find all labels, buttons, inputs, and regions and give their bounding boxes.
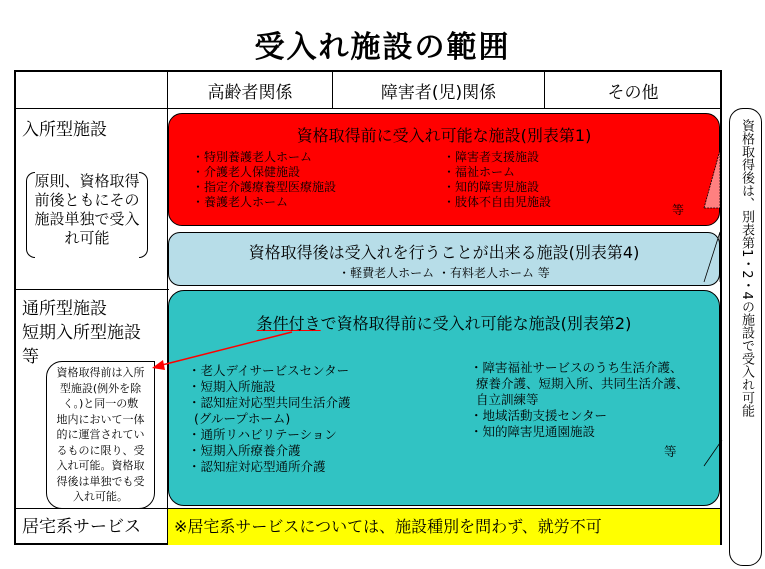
teal-left-item: (グループホーム) bbox=[194, 411, 291, 426]
page-title: 受入れ施設の範囲 bbox=[254, 30, 511, 65]
row-label-outpatient-2: 短期入所型施設 bbox=[22, 323, 141, 343]
callout-arrow-head bbox=[152, 360, 165, 370]
blue-box-title: 資格取得後は受入れを行うことが出来る施設(別表第4) bbox=[248, 243, 640, 262]
row-label-outpatient-3: 等 bbox=[22, 347, 39, 367]
blue-box-items: ・軽費老人ホーム ・有料老人ホーム 等 bbox=[338, 266, 550, 280]
teal-box-etc: 等 bbox=[664, 444, 677, 459]
red-right-item: ・福祉ホーム bbox=[443, 165, 516, 179]
header-elderly: 高齢者関係 bbox=[207, 83, 293, 103]
side-pointer-teal bbox=[704, 440, 722, 466]
red-right-item: ・肢体不自由児施設 bbox=[443, 195, 552, 209]
header-other: その他 bbox=[607, 83, 659, 103]
row-label-residential: 入所型施設 bbox=[22, 120, 107, 140]
teal-box-title-rest: で資格取得前に受入れ可能な施設(別表第2) bbox=[320, 314, 632, 333]
callout-line: るものに限り、受 bbox=[56, 443, 145, 457]
teal-right-item: ・障害福祉サービスのうち生活介護、 bbox=[470, 360, 683, 375]
callout-line: 入れ可能。 bbox=[73, 490, 128, 503]
teal-left-item: ・通所リハビリテーション bbox=[188, 427, 337, 442]
callout-line: 地内において一体 bbox=[56, 412, 145, 426]
teal-left-item: ・短期入所施設 bbox=[188, 379, 276, 394]
callout-line: 入れ可能。資格取 bbox=[56, 459, 145, 472]
teal-right-item: ・知的障害児通園施設 bbox=[470, 424, 596, 439]
callout-line: く。)と同一の敷 bbox=[62, 397, 139, 410]
teal-right-item: 療養介護、短期入所、共同生活介護、 bbox=[476, 376, 689, 391]
red-left-item: ・指定介護療養型医療施設 bbox=[192, 180, 337, 194]
teal-right-item: 自立訓練等 bbox=[476, 392, 539, 407]
callout-line: 型施設(例外を除 bbox=[59, 381, 142, 395]
red-box-title: 資格取得前に受入れ可能な施設(別表第1) bbox=[296, 126, 592, 145]
side-pointer-blue bbox=[704, 232, 720, 282]
home-service-note: ※居宅系サービスについては、施設種別を問わず、就労不可 bbox=[174, 517, 602, 536]
residential-note-text: 原則、資格取得前後ともにその施設単独で受入れ可能 bbox=[34, 172, 140, 247]
teal-right-item: ・地域活動支援センター bbox=[470, 408, 608, 423]
teal-left-item: ・老人デイサービスセンター bbox=[188, 363, 350, 378]
conditional-label: 条件付き bbox=[256, 314, 321, 333]
row-label-home: 居宅系サービス bbox=[22, 517, 141, 537]
red-left-item: ・特別養護老人ホーム bbox=[192, 150, 313, 164]
teal-left-item: ・認知症対応型通所介護 bbox=[188, 459, 326, 474]
red-left-item: ・介護老人保健施設 bbox=[192, 165, 301, 179]
side-pointer-red bbox=[704, 150, 720, 208]
teal-left-item: ・短期入所療養介護 bbox=[188, 443, 301, 458]
callout-arrow-line bbox=[162, 332, 292, 365]
red-box-etc: 等 bbox=[672, 203, 685, 217]
red-right-item: ・知的障害児施設 bbox=[443, 180, 540, 194]
header-disabled: 障害者(児)関係 bbox=[380, 83, 497, 103]
red-left-item: ・養護老人ホーム bbox=[192, 195, 289, 209]
red-right-item: ・障害者支援施設 bbox=[443, 150, 540, 164]
side-note-box bbox=[729, 108, 762, 566]
side-note-text: 資格取得後は、別表第1・2・4の施設で受入れ可能 bbox=[739, 119, 754, 417]
callout-line: 的に運営されてい bbox=[56, 428, 145, 441]
row-label-outpatient-1: 通所型施設 bbox=[22, 299, 107, 319]
callout-line: 資格取得前は入所 bbox=[56, 366, 145, 379]
teal-left-item: ・認知症対応型共同生活介護 bbox=[188, 395, 351, 410]
callout-line: 得後は単独でも受 bbox=[56, 474, 145, 488]
